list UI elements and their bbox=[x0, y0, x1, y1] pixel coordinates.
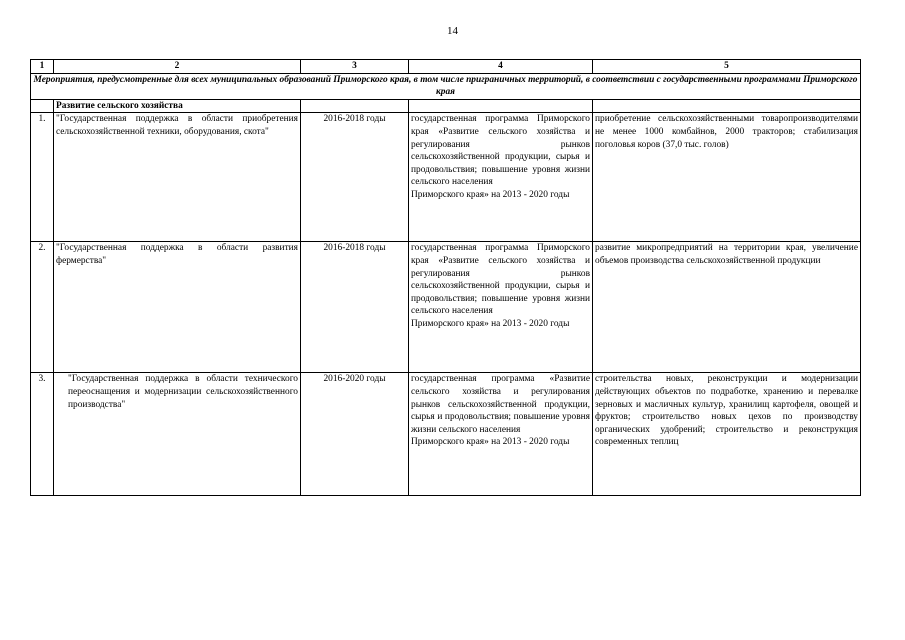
program-text: государственная программа «Развитие сельского хозяйства и регулирования рынков сельскохозяйственной продукции, сырья и продовольствия; повышение уровня жизни сельского населения bbox=[411, 374, 590, 435]
banner-title: Мероприятия, предусмотренные для всех муниципальных образований Приморского края, в том числе приграничных территорий, в соответствии с государственными программами Приморского края bbox=[31, 73, 861, 99]
page-number: 14 bbox=[447, 25, 458, 37]
column-number: 2 bbox=[54, 60, 301, 74]
empty-cell bbox=[409, 99, 593, 113]
result-cell: развитие микропредприятий на территории края, увеличение объемов производства сельскохозяйственной продукции bbox=[593, 242, 861, 373]
section-row bbox=[31, 99, 861, 113]
program-cell bbox=[409, 373, 593, 496]
measure-cell: "Государственная поддержка в области приобретения сельскохозяйственной техники, оборудования, скота" bbox=[54, 113, 301, 242]
table-row bbox=[31, 242, 861, 373]
section-title: Развитие сельского хозяйства bbox=[54, 99, 301, 113]
empty-cell bbox=[31, 99, 54, 113]
program-text: государственная программа Приморского края «Развитие сельского хозяйства и регулирования рынков сельскохозяйственной продукции, сырья и продовольствия; повышение уровня жизни сельского населения bbox=[411, 243, 590, 317]
period-cell: 2016-2018 годы bbox=[301, 242, 409, 373]
measures-table bbox=[30, 59, 861, 496]
measure-cell: "Государственная поддержка в области развития фермерства" bbox=[54, 242, 301, 373]
program-cell bbox=[409, 113, 593, 242]
row-number: 3. bbox=[31, 373, 54, 496]
column-number: 5 bbox=[593, 60, 861, 74]
result-cell: строительства новых, реконструкции и модернизации действующих объектов по подработке, хранению и перевалке зерновых и масличных культур, хранилищ картофеля, овощей и фруктов; строительство новых цехов по производству органических удобрений; строительство и реконструкция современных теплиц bbox=[593, 373, 861, 496]
row-number: 2. bbox=[31, 242, 54, 373]
empty-cell bbox=[593, 99, 861, 113]
measure-cell: "Государственная поддержка в области технического переоснащения и модернизации сельскохозяйственного производства" bbox=[54, 373, 301, 496]
row-number: 1. bbox=[31, 113, 54, 242]
banner-row bbox=[31, 73, 861, 99]
program-text: государственная программа Приморского края «Развитие сельского хозяйства и регулирования рынков сельскохозяйственной продукции, сырья и продовольствия; повышение уровня жизни сельского населения bbox=[411, 114, 590, 188]
program-years: Приморского края» на 2013 - 2020 годы bbox=[411, 189, 570, 200]
program-years: Приморского края» на 2013 - 2020 годы bbox=[411, 318, 570, 329]
empty-cell bbox=[301, 99, 409, 113]
period-cell: 2016-2018 годы bbox=[301, 113, 409, 242]
column-number: 4 bbox=[409, 60, 593, 74]
result-cell: приобретение сельскохозяйственными товаропроизводителями не менее 1000 комбайнов, 2000 тракторов; стабилизация поголовья коров (37,0 тыс. голов) bbox=[593, 113, 861, 242]
column-number: 3 bbox=[301, 60, 409, 74]
column-number: 1 bbox=[31, 60, 54, 74]
column-number-row bbox=[31, 60, 861, 74]
program-cell bbox=[409, 242, 593, 373]
table-row bbox=[31, 113, 861, 242]
period-cell: 2016-2020 годы bbox=[301, 373, 409, 496]
table-row bbox=[31, 373, 861, 496]
program-years: Приморского края» на 2013 - 2020 годы bbox=[411, 437, 570, 448]
